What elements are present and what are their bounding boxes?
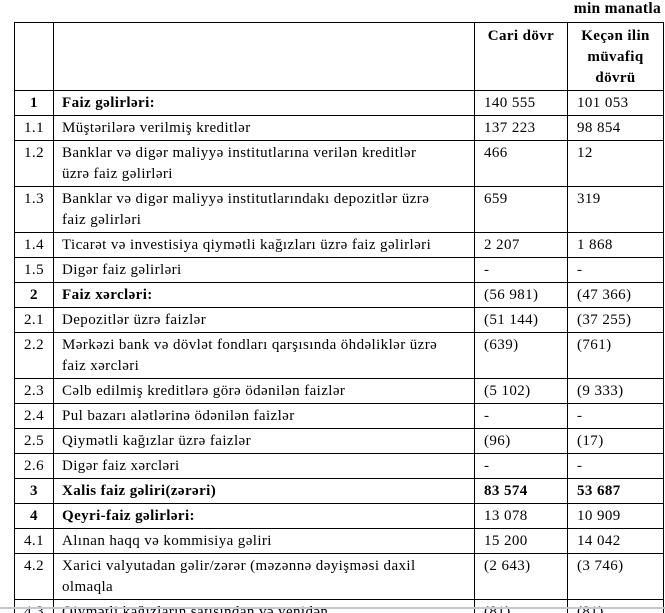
previous-value-cell: (761) — [568, 333, 664, 379]
previous-value-cell: 14 042 — [568, 529, 664, 554]
current-value-cell: (2 643) — [475, 554, 568, 600]
header-num-cell — [15, 23, 54, 91]
row-number-cell: 3 — [15, 479, 54, 504]
current-value-cell: 140 555 — [475, 91, 568, 116]
table-row — [15, 479, 664, 504]
description-cell: Xarici valyutadan gəlir/zərər (məzənnə dəyişməsi daxil olmaqla — [54, 554, 475, 600]
description-cell: Banklar və digər maliyyə institutlarına verilən kreditlər üzrə faiz gəlirləri — [54, 141, 475, 187]
description-cell: Qeyri-faiz gəlirləri: — [54, 504, 475, 529]
description-cell: Digər faiz xərcləri — [54, 454, 475, 479]
description-cell: Faiz gəlirləri: — [54, 91, 475, 116]
previous-value-cell: 319 — [568, 187, 664, 233]
current-value-cell: - — [475, 404, 568, 429]
description-cell: Müştərilərə verilmiş kreditlər — [54, 116, 475, 141]
current-value-cell: 659 — [475, 187, 568, 233]
table-row — [15, 454, 664, 479]
description-cell: Alınan haqq və kommisiya gəliri — [54, 529, 475, 554]
table-row — [15, 308, 664, 333]
row-number-cell: 2.5 — [15, 429, 54, 454]
table-row — [15, 141, 664, 187]
unit-label: min manatla — [573, 0, 661, 17]
current-value-cell: - — [475, 258, 568, 283]
previous-value-cell: 12 — [568, 141, 664, 187]
current-value-cell: 13 078 — [475, 504, 568, 529]
description-cell: Depozitlər üzrə faizlər — [54, 308, 475, 333]
description-cell: Qiymətli kağızlar üzrə faizlər — [54, 429, 475, 454]
table-row — [15, 529, 664, 554]
previous-value-cell: - — [568, 404, 664, 429]
row-number-cell: 4.1 — [15, 529, 54, 554]
previous-value-cell: 53 687 — [568, 479, 664, 504]
row-number-cell: 2.3 — [15, 379, 54, 404]
current-value-cell: 83 574 — [475, 479, 568, 504]
row-number-cell: 1.5 — [15, 258, 54, 283]
table-row — [15, 233, 664, 258]
table-row — [15, 404, 664, 429]
current-value-cell: (96) — [475, 429, 568, 454]
table-row — [15, 554, 664, 600]
previous-value-cell: (3 746) — [568, 554, 664, 600]
header-current-period-cell: Cari dövr — [475, 23, 568, 91]
current-value-cell: (56 981) — [475, 283, 568, 308]
current-value-cell: - — [475, 454, 568, 479]
description-cell: Cəlb edilmiş kreditlərə görə ödənilən faizlər — [54, 379, 475, 404]
description-cell: Faiz xərcləri: — [54, 283, 475, 308]
header-desc-cell — [54, 23, 475, 91]
row-number-cell: 2.2 — [15, 333, 54, 379]
row-number-cell: 2.6 — [15, 454, 54, 479]
table-row — [15, 504, 664, 529]
row-number-cell: 4 — [15, 504, 54, 529]
previous-value-cell: (37 255) — [568, 308, 664, 333]
table-row — [15, 283, 664, 308]
row-number-cell: 1 — [15, 91, 54, 116]
row-number-cell: 1.2 — [15, 141, 54, 187]
table-row — [15, 429, 664, 454]
previous-value-cell: 98 854 — [568, 116, 664, 141]
table-row — [15, 187, 664, 233]
table-body — [15, 91, 664, 613]
previous-value-cell: 101 053 — [568, 91, 664, 116]
row-number-cell: 1.4 — [15, 233, 54, 258]
row-number-cell: 1.3 — [15, 187, 54, 233]
income-statement-table — [14, 22, 664, 613]
description-cell: Xalis faiz gəliri(zərəri) — [54, 479, 475, 504]
table-row — [15, 333, 664, 379]
current-value-cell: 15 200 — [475, 529, 568, 554]
current-value-cell: (639) — [475, 333, 568, 379]
row-number-cell: 2 — [15, 283, 54, 308]
table-header-row — [15, 23, 664, 91]
table-row — [15, 379, 664, 404]
row-number-cell: 2.1 — [15, 308, 54, 333]
current-value-cell: (5 102) — [475, 379, 568, 404]
previous-value-cell: - — [568, 258, 664, 283]
description-cell: Mərkəzi bank və dövlət fondları qarşısında öhdəliklər üzrə faiz xərcləri — [54, 333, 475, 379]
table-row — [15, 116, 664, 141]
header-previous-period-cell: Keçən ilin müvafiq dövrü — [568, 23, 664, 91]
previous-value-cell: (9 333) — [568, 379, 664, 404]
table-row — [15, 91, 664, 116]
row-number-cell: 1.1 — [15, 116, 54, 141]
previous-value-cell: (17) — [568, 429, 664, 454]
previous-value-cell: 1 868 — [568, 233, 664, 258]
description-cell: Digər faiz gəlirləri — [54, 258, 475, 283]
current-value-cell: (51 144) — [475, 308, 568, 333]
current-value-cell: 466 — [475, 141, 568, 187]
table-header — [15, 23, 664, 91]
row-number-cell: 2.4 — [15, 404, 54, 429]
description-cell: Banklar və digər maliyyə institutlarındakı depozitlər üzrə faiz gəlirləri — [54, 187, 475, 233]
current-value-cell: 2 207 — [475, 233, 568, 258]
previous-value-cell: - — [568, 454, 664, 479]
current-value-cell: 137 223 — [475, 116, 568, 141]
description-cell: Pul bazarı alətlərinə ödənilən faizlər — [54, 404, 475, 429]
page-bottom-edge — [0, 607, 665, 609]
table-row — [15, 258, 664, 283]
previous-value-cell: (47 366) — [568, 283, 664, 308]
row-number-cell: 4.2 — [15, 554, 54, 600]
description-cell: Ticarət və investisiya qiymətli kağızları üzrə faiz gəlirləri — [54, 233, 475, 258]
previous-value-cell: 10 909 — [568, 504, 664, 529]
